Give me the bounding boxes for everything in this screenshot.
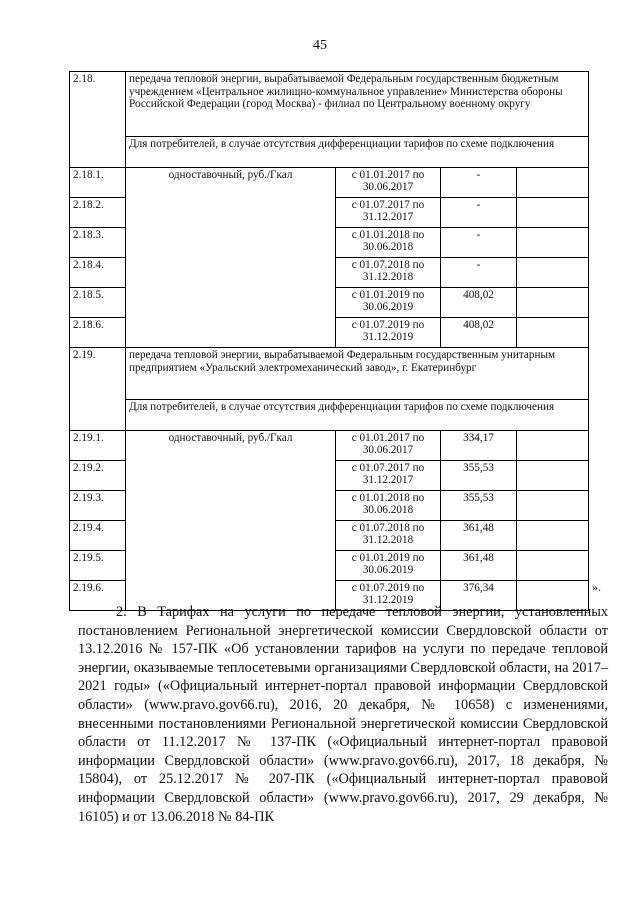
row-number: 2.19.5. [70,551,126,581]
row-number: 2.19.1. [70,431,126,461]
paragraph-text: 2. В Тарифах на услуги по передаче тепловой энергии, установленных постановлением Региональной энергетической комиссии Свердловской области от 13.12.2016 № 157-ПК «Об установлении тарифов на услуги по передаче тепловой энергии, оказываемые теплосетевыми организациями Свердловской области, на 2017–2021 годы» («Официальный интернет-портал правовой информации Свердловской области» (www.pravo.gov66.ru), 2016, 20 декабря, № 10658) с изменениями, внесенными постановлениями Региональной энергетической комиссии Свердловской области от 11.12.2017 № 137-ПК («Официальный интернет-портал правовой информации Свердловской области» (www.pravo.gov66.ru), 2017, 18 декабря, № 15804), от 25.12.2017 № 207-ПК («Официальный интернет-портал правовой информации Свердловской области» (www.pravo.gov66.ru), 2017, 29 декабря, № 16105) и от 13.06.2018 № 84-ПК [78,604,608,825]
period-from: с 01.07.2018 по [351,259,425,271]
period-to: 31.12.2017 [362,474,414,487]
row-number: 2.18.3. [70,228,126,258]
period-cell [336,521,441,551]
amendment-paragraph [78,603,608,826]
period-to: 31.12.2017 [362,211,414,224]
empty-cell [517,168,589,198]
period-from: с 01.01.2019 по [351,289,425,301]
section-note: Для потребителей, в случае отсутствия дифференциации тарифов по схеме подключения [126,137,589,168]
tariff-table [69,71,589,611]
period-from: с 01.07.2018 по [351,522,425,534]
period-to: 30.06.2017 [362,444,414,457]
period-cell [336,288,441,318]
period-from: с 01.01.2018 по [351,492,425,504]
tariff-value: 355,53 [441,461,517,491]
period-from: с 01.01.2017 по [351,432,425,444]
table-row [70,168,589,198]
row-number: 2.18.2. [70,198,126,228]
period-from: с 01.01.2019 по [351,552,425,564]
row-number: 2.18.6. [70,318,126,348]
period-cell [336,551,441,581]
tariff-value: - [441,198,517,228]
row-number: 2.18.4. [70,258,126,288]
row-number: 2.19.2. [70,461,126,491]
period-cell [336,491,441,521]
period-from: с 01.07.2017 по [351,462,425,474]
empty-cell [517,431,589,461]
empty-cell [517,288,589,318]
section-note: Для потребителей, в случае отсутствия дифференциации тарифов по схеме подключения [126,400,589,431]
tariff-type: одноставочный, руб./Гкал [126,168,336,348]
row-number: 2.19.4. [70,521,126,551]
period-to: 30.06.2018 [362,241,414,254]
page-number: 45 [313,38,327,53]
tariff-value: - [441,258,517,288]
tariff-value: - [441,228,517,258]
empty-cell [517,228,589,258]
period-to: 31.12.2018 [362,271,414,284]
section-note-row [70,400,589,431]
section-note-row [70,137,589,168]
tariff-type: одноставочный, руб./Гкал [126,431,336,611]
empty-cell [517,318,589,348]
tariff-value: 334,17 [441,431,517,461]
period-from: с 01.01.2018 по [351,229,425,241]
period-cell [336,431,441,461]
period-to: 30.06.2017 [362,181,414,194]
period-to: 31.12.2019 [362,594,414,607]
period-cell [336,258,441,288]
section-header-row [70,348,589,400]
section-number: 2.19. [70,348,126,431]
period-from: с 01.07.2019 по [351,582,425,594]
section-header-row [70,72,589,137]
empty-cell [517,491,589,521]
period-to: 30.06.2019 [362,564,414,577]
tariff-value: 361,48 [441,551,517,581]
empty-cell [517,258,589,288]
period-from: с 01.01.2017 по [351,169,425,181]
period-cell [336,318,441,348]
empty-cell [517,551,589,581]
tariff-value: 355,53 [441,491,517,521]
row-number: 2.18.5. [70,288,126,318]
section-number: 2.18. [70,72,126,168]
section-title: передача тепловой энергии, вырабатываемой Федеральным государственным унитарным предприятием «Уральский электромеханический завод», г. Екатеринбург [126,348,589,400]
period-to: 31.12.2019 [362,331,414,344]
tariff-value: 408,02 [441,318,517,348]
row-number: 2.18.1. [70,168,126,198]
empty-cell [517,461,589,491]
period-cell [336,228,441,258]
row-number: 2.19.6. [70,581,126,611]
period-from: с 01.07.2017 по [351,199,425,211]
closing-quote: ». [592,580,601,594]
period-to: 30.06.2019 [362,301,414,314]
period-cell [336,168,441,198]
empty-cell [517,198,589,228]
period-cell [336,461,441,491]
table-row [70,431,589,461]
period-cell [336,198,441,228]
empty-cell [517,521,589,551]
section-title: передача тепловой энергии, вырабатываемой Федеральным государственным бюджетным учреждением «Центральное жилищно-коммунальное управление» Министерства обороны Российской Федерации (город Москва) - филиал по Центральному военному округу [126,72,589,137]
period-from: с 01.07.2019 по [351,319,425,331]
tariff-value: 376,34 [441,581,517,611]
period-to: 30.06.2018 [362,504,414,517]
row-number: 2.19.3. [70,491,126,521]
tariff-value: 408,02 [441,288,517,318]
tariff-value: 361,48 [441,521,517,551]
period-to: 31.12.2018 [362,534,414,547]
tariff-value: - [441,168,517,198]
